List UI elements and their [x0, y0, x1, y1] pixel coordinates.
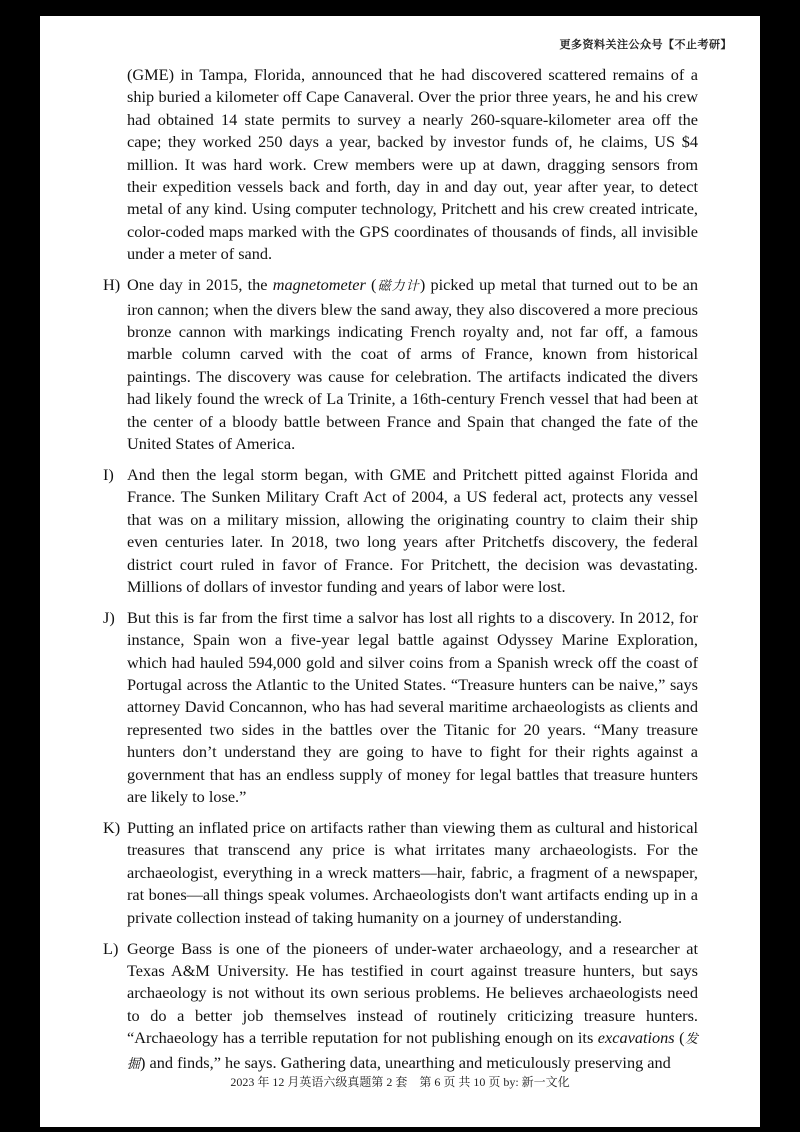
paragraph-label: I)	[103, 464, 114, 484]
paragraph-text: (GME) in Tampa, Florida, announced that he had discovered scattered remains of a ship buried a kilometer off Cape Canaveral. Over the prior three years, he and his crew had obtained 14 state permits to survey a nearly 260-square-kilometer area off the cape; they worked 250 days a year, backed by investor funds of, he claims, US $4 million. It was hard work. Crew members were up at dawn, dragging sensors from their expedition vessels back and forth, day in and day out, year after year, to detect metal of any kind. Using computer technology, Pritchett and his crew created intricate, color-coded maps marked with the GPS coordinates of thousands of finds, all invisible under a meter of sand.	[127, 65, 698, 264]
term-excavations: excavations	[597, 1028, 675, 1048]
paragraph-text: Putting an inflated price on artifacts rather than viewing them as cultural and historical treasures that transcend any price is what irritates many archaeologists. For the archaeologist, everything in a wreck matters—hair, fabric, a fragment of a newspaper, rat bones—all things speak volumes. Archaeologists don't want artifacts ending up in a private collection instead of taking humanity on a journey of understanding.	[127, 818, 698, 927]
paragraph-i	[103, 464, 698, 598]
paragraph-k	[103, 817, 698, 929]
document-page	[40, 16, 760, 1127]
paragraph-text: George Bass is one of the pioneers of under-water archaeology, and a researcher at Texas A&M University. He has testified in court against treasure hunters, but says archaeology is not without its own serious problems. He believes archaeologists need to do a better job themselves instead of routinely criticizing treasure hunters. “Archaeology has a terrible reputation for not publishing enough on its excavations (发掘) and finds,” he says. Gathering data, unearthing and meticulously preserving and	[127, 938, 698, 1072]
term-magnetometer: magnetometer	[272, 275, 366, 295]
paragraph-continued	[103, 64, 698, 266]
paragraph-label: L)	[103, 938, 119, 958]
paragraph-text: But this is far from the first time a salvor has lost all rights to a discovery. In 2012, for instance, Spain won a five-year legal battle against Odyssey Marine Exploration, which had hauled 594,000 gold and silver coins from a Spanish wreck off the coast of Portugal across the Atlantic to the United States. “Treasure hunters can be naive,” says attorney David Concannon, who has had several maritime archaeologists as clients and represented two sides in the battles over the Titanic for 20 years. “Many treasure hunters don’t understand they are going to have to fight for their rights against a government that has an endless supply of money for legal battles that treasure hunters are likely to lose.”	[127, 607, 698, 807]
paragraph-j	[103, 607, 698, 809]
paragraph-label: J)	[103, 607, 115, 627]
header-note: 更多资料关注公众号【不止考研】	[559, 38, 732, 51]
paragraph-label: K)	[103, 818, 121, 837]
chinese-gloss: 发掘	[127, 1032, 698, 1072]
page-footer: 2023 年 12 月英语六级真题第 2 套 第 6 页 共 10 页 by: 新一文化	[230, 1075, 570, 1089]
article-body	[103, 64, 698, 1084]
paragraph-l	[103, 938, 698, 1076]
chinese-gloss: 磁力计	[376, 279, 420, 295]
paragraph-label: H)	[103, 275, 121, 295]
paragraph-h	[103, 274, 698, 455]
paragraph-text: One day in 2015, the magnetometer (磁力计) picked up metal that turned out to be an iron cannon; when the divers blew the sand away, they also discovered a more precious bronze cannon with markings indicating French royalty and, not far off, a famous marble column carved with the coat of arms of France, known from historical paintings. The discovery was cause for celebration. The artifacts indicated the divers had likely found the wreck of La Trinite, a 16th-century French vessel that had been at the center of a bloody battle between France and Spain that changed the fate of the United States of America.	[127, 275, 698, 453]
paragraph-text: And then the legal storm began, with GME and Pritchett pitted against Florida and France. The Sunken Military Craft Act of 2004, a US federal act, protects any vessel that was on a military mission, allowing the originating country to claim their ship even centuries later. In 2018, two long years after Pritchetfs discovery, the federal district court ruled in favor of France. For Pritchett, the decision was devastating. Millions of dollars of investor funding and years of labor were lost.	[127, 464, 698, 596]
